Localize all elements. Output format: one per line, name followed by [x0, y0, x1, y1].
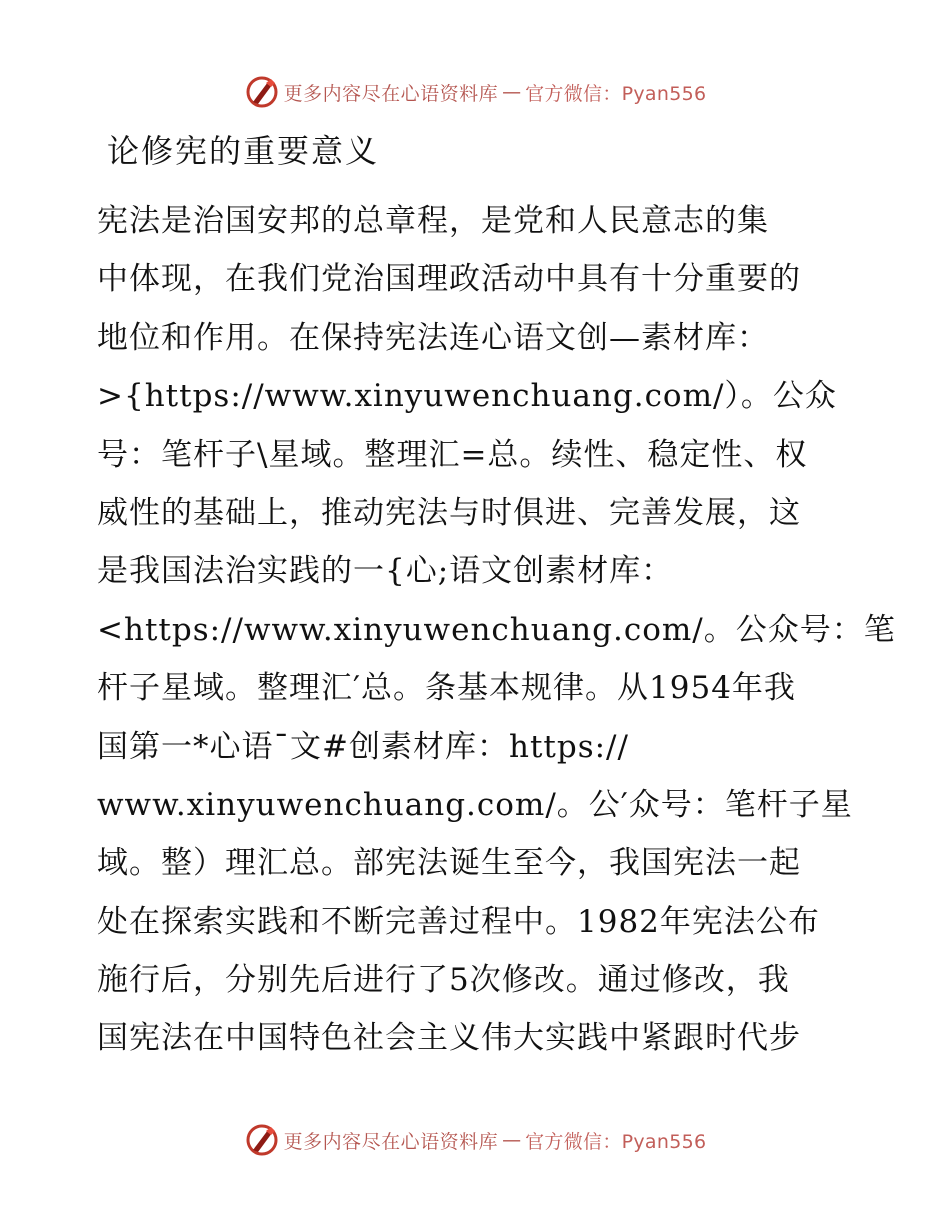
body-line: 威性的基础上，推动宪法与时俱进、完善发展，这: [97, 494, 801, 531]
body-line: 地位和作用。在保持宪法连心语文创—素材库：: [97, 319, 769, 356]
body-line: 域。整）理汇总。部宪法诞生至今，我国宪法一起: [97, 845, 801, 882]
body-line: 是我国法治实践的一{心;语文创素材库：: [97, 553, 674, 590]
body-line: 处在探索实践和不断完善过程中。1982年宪法公布: [97, 903, 820, 940]
document-body: [97, 192, 896, 1068]
watermark-account: 官方微信：Pyan556: [525, 1130, 707, 1153]
header-watermark: [0, 72, 950, 112]
footer-watermark: [0, 1120, 950, 1160]
body-line: 杆子星域。整理汇′总。条基本规律。从1954年我: [97, 670, 796, 707]
body-line: 宪法是治国安邦的总章程，是党和人民意志的集: [97, 203, 769, 239]
pen-nib-circle-icon: [244, 74, 280, 110]
body-line: www.xinyuwenchuang.com/。公′众号：笔杆子星: [97, 786, 853, 823]
body-line: 国第一*心语¯文#创素材库：https://: [97, 728, 629, 765]
pen-nib-circle-icon: [244, 1122, 280, 1158]
watermark-text: 更多内容尽在心语资料库: [283, 1130, 499, 1153]
body-line: >{https://www.xinyuwenchuang.com/）。公众: [97, 378, 837, 415]
body-line: 国宪法在中国特色社会主义伟大实践中紧跟时代步: [97, 1020, 801, 1057]
body-line: 号：笔杆子\星域。整理汇=总。续性、稳定性、权: [97, 436, 808, 473]
body-line: 施行后，分别先后进行了5次修改。通过修改，我: [97, 962, 790, 999]
watermark-separator: —: [502, 81, 522, 103]
body-line: 中体现，在我们党治国理政活动中具有十分重要的: [97, 261, 801, 298]
body-line: <https://www.xinyuwenchuang.com/。公众号：笔: [97, 611, 896, 648]
watermark-text: 更多内容尽在心语资料库: [283, 82, 499, 105]
watermark-account: 官方微信：Pyan556: [525, 82, 707, 105]
document-title: 论修宪的重要意义: [107, 132, 380, 170]
watermark-separator: —: [502, 1129, 522, 1151]
